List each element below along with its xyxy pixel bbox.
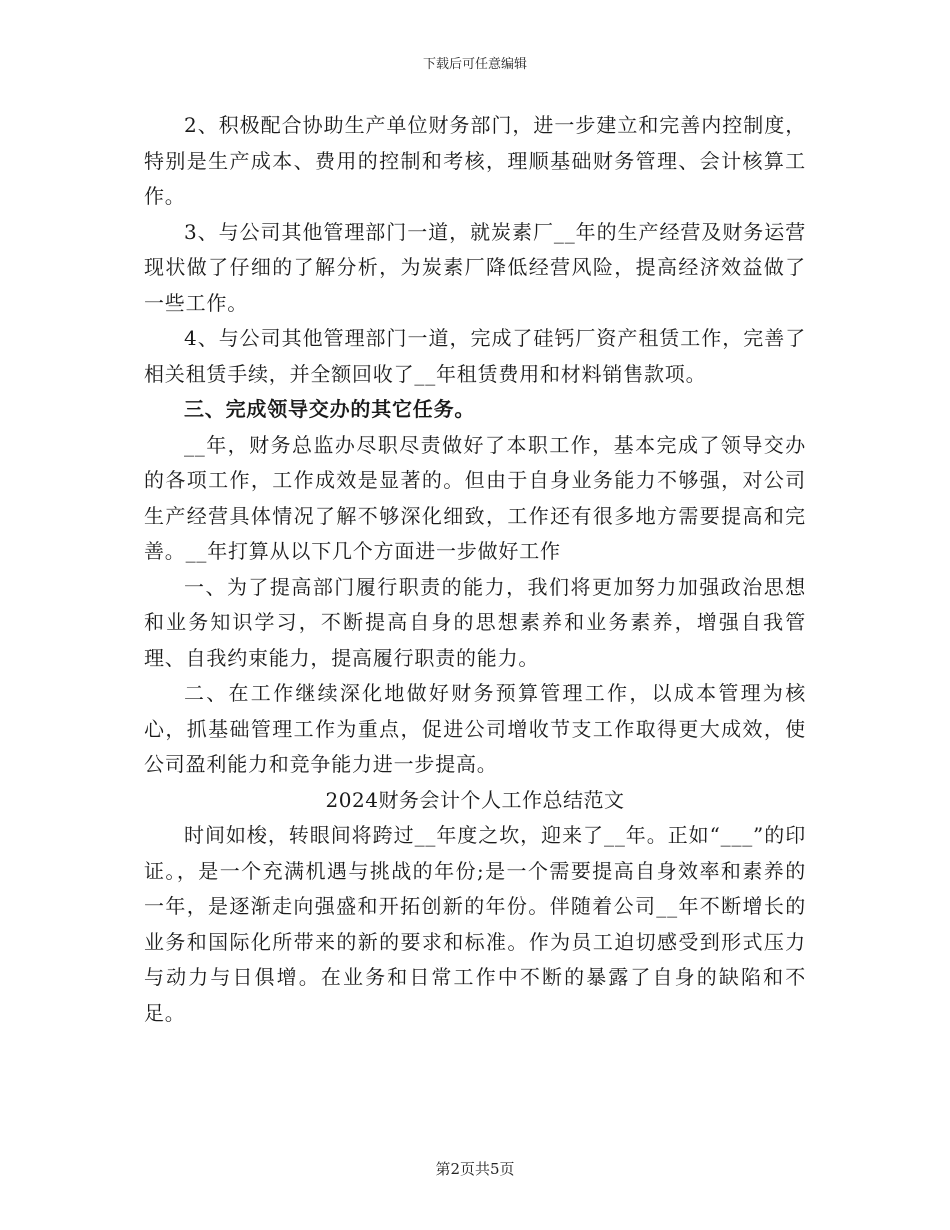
paragraph-intro: 时间如梭，转眼间将跨过__年度之坎，迎来了__年。正如“___”的印证。，是一个充满机遇与挑战的年份;是一个需要提高自身效率和素养的一年，是逐渐走向强盛和开拓创新的年份。伴随着公司__年不断增长的业务和国际化所带来的新的要求和标准。作为员工迫切感受到形式压力与动力与日俱增。在业务和日常工作中不断的暴露了自身的缺陷和不足。 <box>144 823 806 1025</box>
paragraph-plan-2: 二、在工作继续深化地做好财务预算管理工作，以成本管理为核心，抓基础管理工作为重点，促进公司增收节支工作取得更大成效，使公司盈利能力和竞争能力进一步提高。 <box>144 681 806 776</box>
paragraph-plan-1: 一、为了提高部门履行职责的能力，我们将更加努力加强政治思想和业务知识学习，不断提高自身的思想素养和业务素养，增强自我管理、自我约束能力，提高履行职责的能力。 <box>144 574 806 670</box>
document-title: 2024财务会计个人工作总结范文 <box>325 787 625 812</box>
paragraph-summary: __年，财务总监办尽职尽责做好了本职工作，基本完成了领导交办的各项工作，工作成效是显著的。但由于自身业务能力不够强，对公司生产经营具体情况了解不够深化细致，工作还有很多地方需要提高和完善。__年打算从以下几个方面进一步做好工作 <box>144 432 806 563</box>
paragraph-item-4: 4、与公司其他管理部门一道，完成了硅钙厂资产租赁工作，完善了相关租赁手续，并全额回收了__年租赁费用和材料销售款项。 <box>144 326 806 386</box>
paragraph-item-3: 3、与公司其他管理部门一道，就炭素厂__年的生产经营及财务运营现状做了仔细的了解分析，为炭素厂降低经营风险，提高经济效益做了一些工作。 <box>144 219 806 315</box>
paragraph-item-2: 2、积极配合协助生产单位财务部门，进一步建立和完善内控制度，特别是生产成本、费用的控制和考核，理顺基础财务管理、会计核算工作。 <box>144 113 806 208</box>
page-header: 下载后可任意编辑 <box>422 57 527 72</box>
document-body <box>144 108 806 1031</box>
section-heading-3: 三、完成领导交办的其它任务。 <box>184 397 476 421</box>
page-number: 第2页共5页 <box>435 1160 515 1178</box>
